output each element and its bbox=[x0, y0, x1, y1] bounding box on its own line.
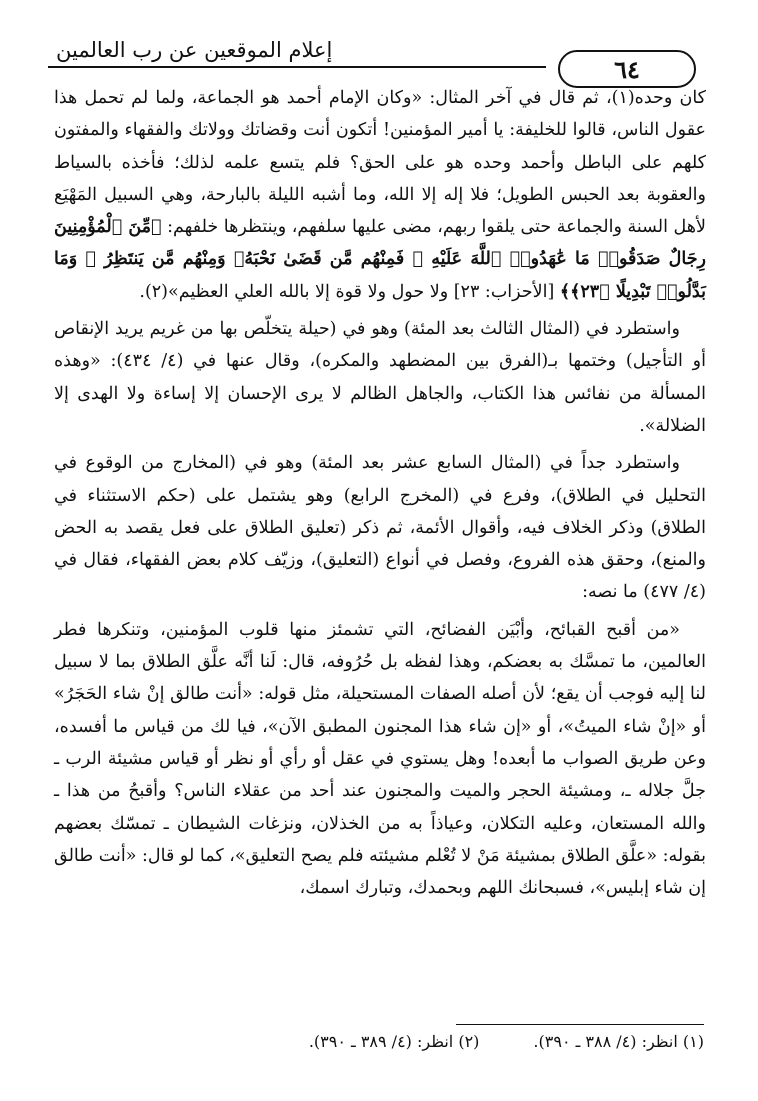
paragraph-1-end: [الأحزاب: ٢٣] ولا حول ولا قوة إلا بالله العلي العظيم»(٢). bbox=[139, 281, 555, 302]
paragraph-1-text: كان وحده(١)، ثم قال في آخر المثال: «وكان الإمام أحمد هو الجماعة، ولما لم تحمل هذا عقول الناس، قالوا للخليفة: يا أمير المؤمنين! أتكون أنت وقضاتك وولاتك والفقهاء والمفتون كلهم على الباطل وأحمد وحده هو على الحق؟ فلم يتسع علمه لذلك؛ فأخذه بالسياط والعقوبة بعد الحبس الطويل؛ فلا إله إلا الله، وما أشبه الليلة بالبارحة، وهي السبيل المَهْيَع لأهل السنة والجماعة حتى يلقوا ربهم، مضى عليها سلفهم، وينتظرها خلفهم: bbox=[54, 88, 707, 238]
paragraph-3: واستطرد جداً في (المثال السابع عشر بعد المئة) وهو في (المخارج من الوقوع في التحليل في الطلاق)، وفرع في (المخرج الرابع) وهو يشتمل على (حكم الاستثناء في الطلاق) وذكر الخلاف فيه، وأقوال الأئمة، ثم ذكر (تعليق الطلاق على فعل يقصد به الحض والمنع)، وحقق هذه الفروع، وفصل في أنواع (التعليق)، وزيّف كلام بعض الفقهاء، فقال في (٤/ ٤٧٧) ما نصه: bbox=[54, 453, 706, 603]
page-number: ٦٤ bbox=[558, 50, 696, 88]
page-header bbox=[48, 30, 696, 84]
footnote-1: (١) انظر: (٤/ ٣٨٨ ـ ٣٩٠). bbox=[533, 1032, 704, 1051]
running-title: إعلام الموقعين عن رب العالمين bbox=[56, 38, 333, 62]
paragraph-1 bbox=[54, 82, 706, 308]
footnote-rule bbox=[456, 1024, 704, 1025]
paragraph-2: واستطرد في (المثال الثالث بعد المئة) وهو في (حيلة يتخلّص بها من غريم يريد الإنقاص أو التأجيل) وختمها بـ(الفرق بين المضطهد والمكره)، وقال عنها في (٤/ ٤٣٤): «وهذه المسألة من نفائس هذا الكتاب، والجاهل الظالم لا يرى الإحسان إلا إساءة ولا الهدى إلا الضلالة». bbox=[54, 319, 706, 436]
quran-verse: ﴿مِّنَ ٱلْمُؤْمِنِينَ رِجَالٌ صَدَقُوا۟ مَا عَٰهَدُوا۟ ٱللَّهَ عَلَيْهِ ۖ فَمِنْهُم مَّن قَضَىٰ نَحْبَهُۥ وَمِنْهُم مَّن يَنتَظِرُ ۖ وَمَا بَدَّلُوا۟ تَبْدِيلًا ﴿٢٣﴾﴾ bbox=[54, 217, 706, 302]
footnotes bbox=[54, 1032, 704, 1051]
header-rule bbox=[48, 66, 546, 68]
paragraph-4: «من أقبح القبائح، وأبْيَن الفضائح، التي تشمئز منها قلوب المؤمنين، وتنكرها فطر العالمين، ما تمسَّك به بعضكم، وهذا لفظه بل حُرُوفه، قال: لَنا أنَّه علَّق الطلاق بما لا سبيل لنا إليه فوجب أن يقع؛ لأن أصله الصفات المستحيلة، مثل قوله: «أنت طالق إنْ شاء الحَجَرُ» أو «إنْ شاء الميتُ»، أو «إن شاء هذا المجنون المطبق الآن»، فيا لك من قياس ما أفسده، وعن طريق الصواب ما أبعده! وهل يستوي في عقل أو رأي أو نظر أو قياس مشيئة الرب ـ جلَّ جلاله ـ، ومشيئة الحجر والميت والمجنون عند أحد من عقلاء الناس؟ وأقبحُ من هذا ـ والله المستعان، وعليه التكلان، وعياذاً به من الخذلان، ونزغات الشيطان ـ تمسّك بعضهم بقوله: «علَّق الطلاق بمشيئة مَنْ لا تُعْلم مشيئته فلم يصح التعليق»، كما لو قال: «أنت طالق إن شاء إبليس»، فسبحانك اللهم وبحمدك، وتبارك اسمك، bbox=[54, 619, 706, 899]
footnote-2: (٢) انظر: (٤/ ٣٨٩ ـ ٣٩٠). bbox=[308, 1032, 480, 1051]
main-text bbox=[54, 82, 706, 909]
